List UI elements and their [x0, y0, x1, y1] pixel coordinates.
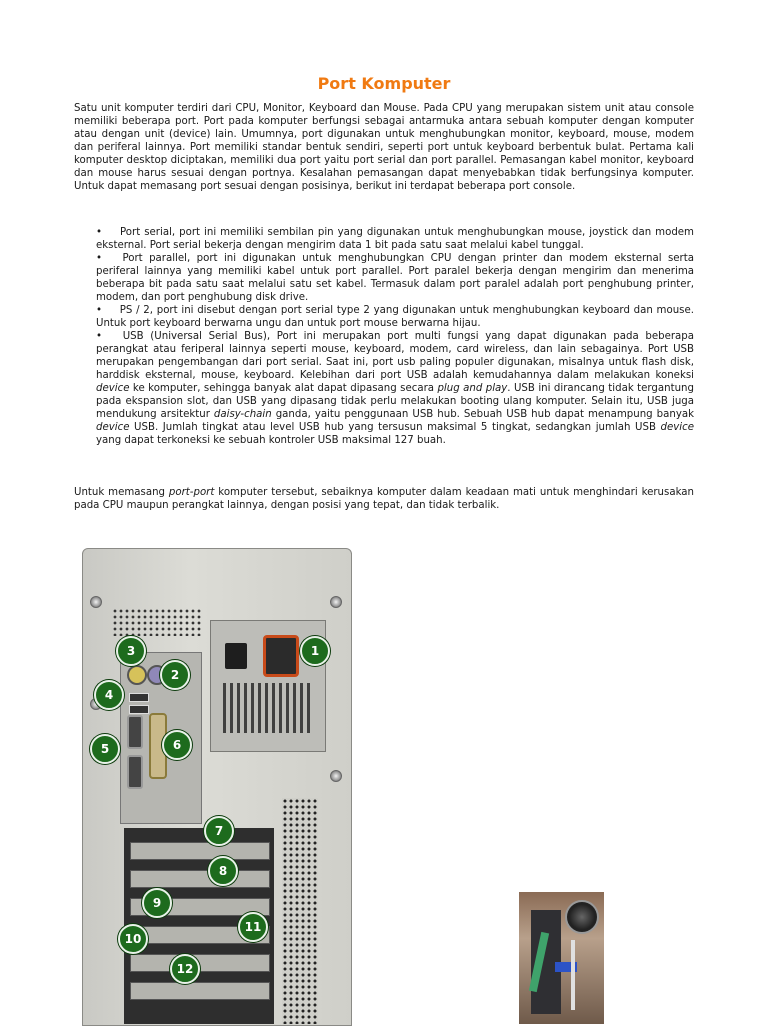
usb-text-2: ke komputer, sehingga banyak alat dapat dipasang secara — [129, 383, 438, 394]
badge-4: 4 — [94, 680, 124, 710]
cable — [571, 940, 575, 1010]
usb-text-4: ganda, yaitu penggunaan USB hub. Sebuah USB hub dapat menampung banyak — [271, 409, 694, 420]
badge-11: 11 — [238, 912, 268, 942]
screw-icon — [330, 770, 342, 782]
usb-emphasis-1: device — [96, 383, 130, 394]
list-item-usb — [96, 330, 694, 447]
intro-paragraph: Satu unit komputer terdiri dari CPU, Monitor, Keyboard dan Mouse. Pada CPU yang merupakan sistem unit atau console memiliki beberapa port. Port pada komputer berfungsi sebagai antarmuka antara sebuah komputer dengan komputer atau dengan unit (device) lain. Umumnya, port digunakan untuk menghubungkan monitor, keyboard, mouse, modem dan periferal lainnya. Port memiliki standar bentuk sendiri, seperti port untuk keyboard berbentuk bulat. Pertama kali komputer desktop diciptakan, memiliki dua port yaitu port serial dan port parallel. Pemasangan kabel monitor, keyboard dan mouse harus sesuai dengan portnya. Kesalahan pemasangan dapat menyebabkan tidak berfungsinya komputer. Untuk dapat memasang port sesuai dengan posisinya, berikut ini terdapat beberapa port console. — [74, 103, 694, 192]
usb-emphasis-4: device — [96, 422, 130, 433]
badge-6: 6 — [162, 730, 192, 760]
bullet: • — [96, 227, 103, 238]
usb-text-6: yang dapat terkoneksi ke sebuah kontroler USB maksimal 127 buah. — [96, 435, 446, 446]
cable-photo — [519, 892, 604, 1024]
badge-5: 5 — [90, 734, 120, 764]
list-item-text: Port serial, port ini memiliki sembilan pin yang digunakan untuk menghubungkan mouse, joystick dan modem eksternal. Port serial bekerja dengan mengirim data 1 bit pada satu saat melalui kabel tunggal. — [96, 227, 694, 251]
usb-text-1: USB (Universal Serial Bus), Port ini merupakan port multi fungsi yang dapat digunakan pada beberapa perangkat atau feriperal lainnya seperti mouse, keyboard, modem, card wireless, dan lain sebagainya. Port USB merupakan pengembangan dari port serial. Saat ini, port usb paling populer digunakan, misalnya untuk flash disk, harddisk eksternal, mouse, keyboard. Kelebihan dari port USB adalah kemudahannya dalam melakukan koneksi — [96, 331, 694, 381]
fan-icon — [565, 900, 599, 934]
serial-port-icon — [127, 715, 143, 749]
list-item-text: Port parallel, port ini digunakan untuk menghubungkan CPU dengan printer dan modem eksternal serta periferal lainnya yang memiliki kabel untuk port parallel. Port paralel bekerja dengan mengirim dan menerima beberapa bit pada satu saat melalui satu set kabel. Termasuk dalam port paralel adalah port penghubung printer, modem, dan port penghubung disk drive. — [96, 253, 694, 303]
usb-port-icon — [129, 705, 149, 714]
usb-text-5: USB. Jumlah tingkat atau level USB hub yang tersusun maksimal 5 tingkat, sedangkan jumlah USB — [129, 422, 661, 433]
badge-7: 7 — [204, 816, 234, 846]
expansion-slot — [130, 982, 270, 1000]
psu-vent — [223, 683, 313, 733]
list-item-parallel — [96, 252, 694, 304]
expansion-slot — [130, 870, 270, 888]
badge-10: 10 — [118, 924, 148, 954]
ps2-port-icon — [127, 665, 147, 685]
closing-paragraph — [74, 486, 694, 512]
computer-back-panel-illustration — [82, 548, 350, 1024]
serial-port-icon — [127, 755, 143, 789]
usb-emphasis-2: plug and play — [437, 383, 508, 394]
power-switch-icon — [225, 643, 247, 669]
bullet: • — [96, 253, 103, 264]
screw-icon — [330, 596, 342, 608]
badge-2: 2 — [160, 660, 190, 690]
badge-8: 8 — [208, 856, 238, 886]
power-socket-icon — [263, 635, 299, 677]
list-item-serial — [96, 226, 694, 252]
badge-1: 1 — [300, 636, 330, 666]
usb-port-icon — [129, 693, 149, 702]
closing-text-2: komputer tersebut, sebaiknya komputer dalam keadaan mati untuk menghindari kerusakan pada CPU maupun perangkat lainnya, dengan posisi yang tepat, dan tidak terbalik. — [74, 487, 694, 511]
list-item-ps2 — [96, 304, 694, 330]
side-vent — [282, 798, 318, 1024]
usb-emphasis-3: daisy-chain — [213, 409, 272, 420]
screw-icon — [90, 596, 102, 608]
usb-emphasis-5: device — [660, 422, 694, 433]
closing-emphasis: port-port — [168, 487, 215, 498]
expansion-slot — [130, 954, 270, 972]
list-item-text: PS / 2, port ini disebut dengan port serial type 2 yang digunakan untuk menghubungkan keyboard dan mouse. Untuk port keyboard berwarna ungu dan untuk port mouse berwarna hijau. — [96, 305, 694, 329]
page-title: Port Komputer — [317, 74, 451, 93]
top-vent — [112, 608, 202, 636]
closing-text-1: Untuk memasang — [74, 487, 169, 498]
badge-3: 3 — [116, 636, 146, 666]
badge-12: 12 — [170, 954, 200, 984]
bullet: • — [96, 305, 103, 316]
bullet: • — [96, 331, 103, 342]
badge-9: 9 — [142, 888, 172, 918]
usb-text-3: . USB ini dirancang tidak tergantung pada ekspansion slot, dan USB yang dipasang tidak perlu melakukan booting ulang komputer. Selain itu, USB juga mendukung arsitektur — [96, 383, 694, 420]
port-list — [96, 226, 694, 447]
expansion-slot — [130, 842, 270, 860]
